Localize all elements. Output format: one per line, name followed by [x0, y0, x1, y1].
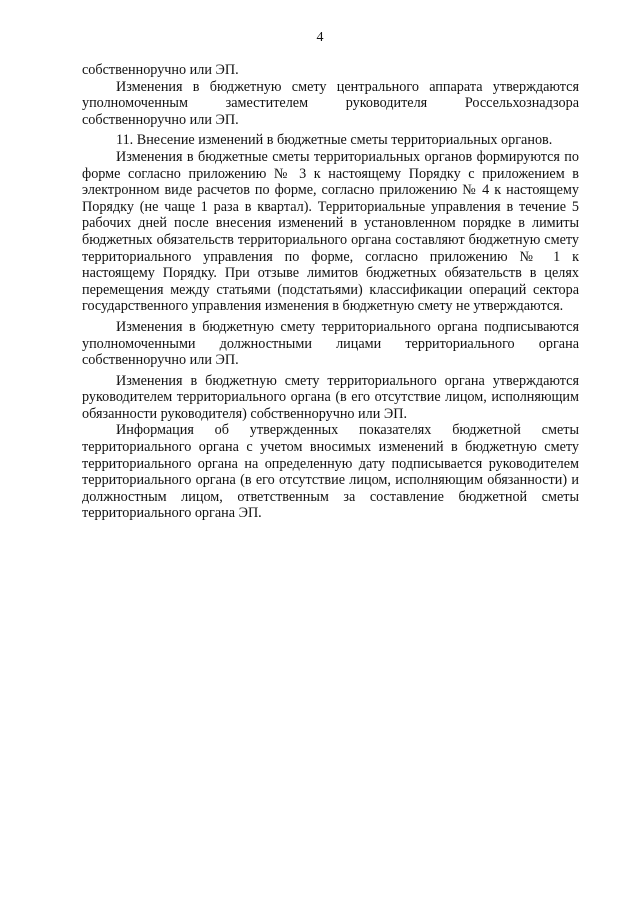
document-body — [82, 62, 579, 522]
paragraph-continuation: собственноручно или ЭП. — [82, 62, 239, 78]
paragraph-central-apparatus-approval: Изменения в бюджетную смету центрального аппарата утверждаются уполномоченным заместителем руководителя Россельхознадзора собственноручно или ЭП. — [82, 78, 579, 128]
paragraph-territorial-changes-approval: Изменения в бюджетную смету территориального органа утверждаются руководителем территориального органа (в его отсутствие лицом, исполняющим обязанности руководителя) собственноручно или ЭП. — [82, 372, 579, 422]
paragraph-approved-indicators-info: Информация об утвержденных показателях бюджетной сметы территориального органа с учетом вносимых изменений в бюджетную смету территориального органа на определенную дату подписывается руководителем территориального органа (в его отсутствие лицом, исполняющим обязанности) и должностным лицом, ответственным за составление бюджетной сметы территориального органа ЭП. — [82, 422, 579, 522]
page-number: 4 — [316, 30, 324, 45]
paragraph-territorial-changes-formation: Изменения в бюджетные сметы территориальных органов формируются по форме согласно приложению № 3 к настоящему Порядку с приложением в электронном виде расчетов по форме, согласно приложению № 4 к настоящему Порядку (не чаще 1 раза в квартал). Территориальные управления в течение 5 рабочих дней после внесения изменений в установленном порядке в лимиты бюджетных обязательств территориального органа составляют бюджетную смету территориального управления по форме, согласно приложению № 1 к настоящему Порядку. При отзыве лимитов бюджетных обязательств в целях перемещения между статьями (подстатьями) классификации операций сектора государственного управления изменения в бюджетную смету не утверждаются. — [82, 148, 579, 315]
section-heading-11: 11. Внесение изменений в бюджетные сметы территориальных органов. — [116, 132, 553, 149]
paragraph-territorial-changes-signing: Изменения в бюджетную смету территориального органа подписываются уполномоченными должностными лицами территориального органа собственноручно или ЭП. — [82, 318, 579, 369]
